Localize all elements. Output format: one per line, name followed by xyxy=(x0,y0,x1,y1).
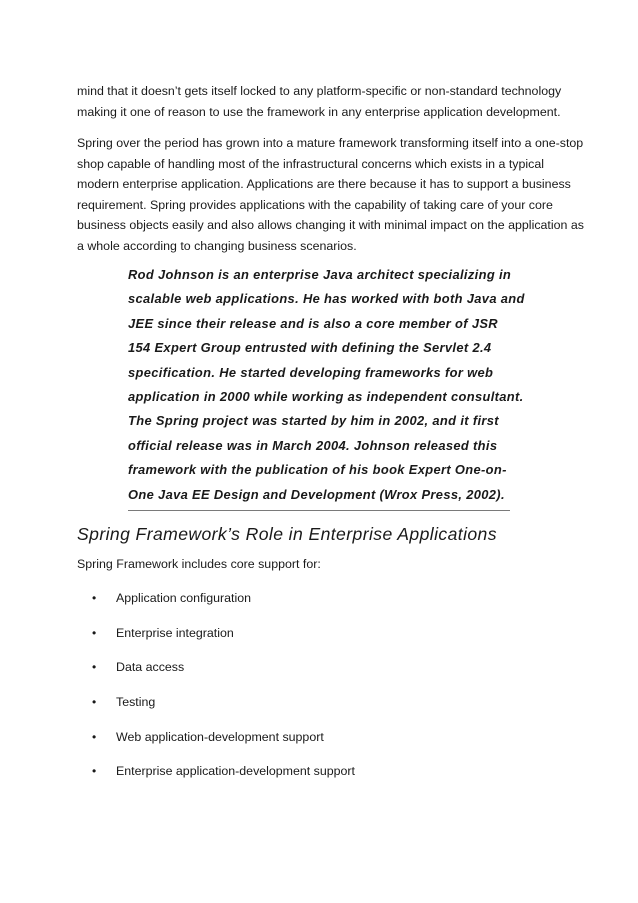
list-item xyxy=(92,761,355,796)
list-item-label: Enterprise integration xyxy=(116,625,234,640)
paragraph-line: Spring over the period has grown into a mature framework transforming itself into a one-stop xyxy=(77,136,584,150)
paragraph-line: shop capable of handling most of the infrastructural concerns which exists in a typical xyxy=(77,156,544,171)
paragraph-line: modern enterprise application. Applications are there because it has to support a business xyxy=(77,177,571,192)
bullet-icon: • xyxy=(92,591,97,605)
rod-johnson-callout xyxy=(128,263,525,511)
callout-line: The Spring project was started by him in 2002, and it first xyxy=(128,413,499,429)
callout-line: official release was in March 2004. Johnson released this xyxy=(128,437,498,453)
list-item-label: Application configuration xyxy=(116,591,252,605)
list-item-label: Data access xyxy=(116,660,185,675)
list-item-label: Web application-development support xyxy=(116,729,324,744)
core-support-list xyxy=(92,588,355,796)
paragraph-platform-independence xyxy=(77,81,567,122)
bullet-icon: • xyxy=(92,625,97,640)
callout-line: application in 2000 while working as independent consultant. xyxy=(128,389,524,405)
paragraph-line: mind that it doesn’t gets itself locked to any platform-specific or non-standard technology xyxy=(77,84,562,98)
paragraph-line: requirement. Spring provides applications with the capability of taking care of your core xyxy=(77,197,553,212)
list-item xyxy=(92,692,355,727)
list-item xyxy=(92,657,355,692)
callout-line: scalable web applications. He has worked with both Java and xyxy=(128,291,525,307)
list-item xyxy=(92,727,355,762)
list-item xyxy=(92,588,355,623)
callout-line: framework with the publication of his book Expert One-on- xyxy=(128,462,507,478)
paragraph-line: business objects easily and also allows changing it with minimal impact on the application as xyxy=(77,218,584,233)
section-intro: Spring Framework includes core support for: xyxy=(77,557,321,571)
paragraph-line: making it one of reason to use the framework in any enterprise application development. xyxy=(77,104,561,119)
bullet-icon: • xyxy=(92,764,97,779)
list-item-label: Enterprise application-development support xyxy=(116,764,356,779)
paragraph-spring-maturity xyxy=(77,133,584,257)
bullet-icon: • xyxy=(92,660,97,675)
callout-line: 154 Expert Group entrusted with defining the Servlet 2.4 xyxy=(128,340,492,356)
callout-line: JEE since their release and is also a core member of JSR xyxy=(128,315,498,331)
section-heading: Spring Framework’s Role in Enterprise Applications xyxy=(77,524,497,544)
list-item-label: Testing xyxy=(116,695,156,710)
list-item xyxy=(92,623,355,658)
bullet-icon: • xyxy=(92,729,97,744)
callout-line: One Java EE Design and Development (Wrox Press, 2002). xyxy=(128,486,505,502)
callout-line: Rod Johnson is an enterprise Java architect specializing in xyxy=(128,267,512,282)
paragraph-line: a whole according to changing business scenarios. xyxy=(77,238,357,253)
bullet-icon: • xyxy=(92,695,97,710)
callout-line: specification. He started developing frameworks for web xyxy=(128,364,494,380)
